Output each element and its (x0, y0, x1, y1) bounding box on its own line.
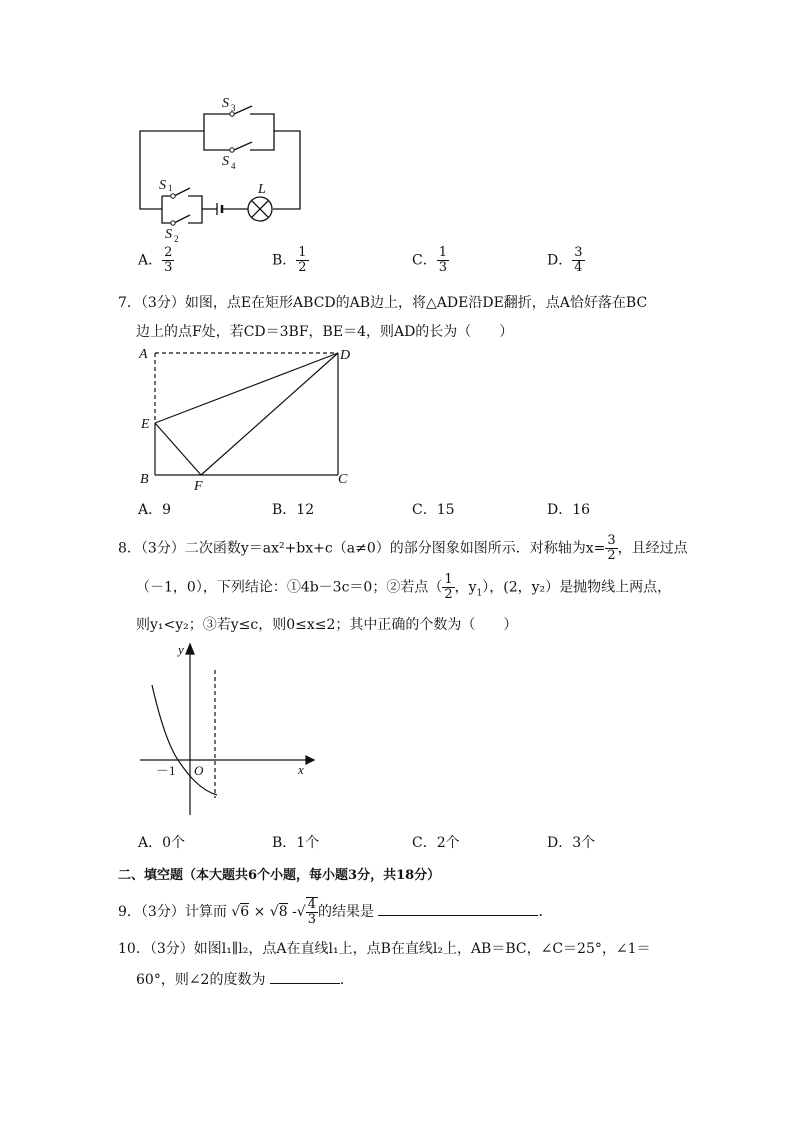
q6-option-d[interactable]: D． $\frac{3}{4}$ (547, 245, 583, 275)
q8-option-b[interactable]: B．1个 (272, 835, 320, 851)
q7-option-a[interactable]: A．9 (138, 502, 172, 518)
point-b: B (140, 472, 149, 487)
sqrt-8: √8 (269, 904, 288, 920)
q6-option-a[interactable]: A． $\frac{2}{3}$ (138, 245, 173, 275)
q8-option-a[interactable]: A．0个 (138, 835, 186, 851)
point-f: F (194, 479, 203, 492)
q7-option-d[interactable]: D．16 (547, 502, 591, 518)
label-s3: S (222, 96, 229, 111)
q8-stem-line1: 8．（3分）二次函数y＝ax²+bx+c（a≠0）的部分图象如图所示．对称轴为x= $\frac{3}{2}$ ，且经过点 (118, 533, 688, 563)
q9-answer-blank[interactable] (378, 901, 538, 916)
q7-option-b[interactable]: B．12 (272, 502, 315, 518)
q8-option-c[interactable]: C．2个 (412, 835, 460, 851)
q7-stem-line1: 7．（3分）如图，点E在矩形ABCD的AB边上，将△ADE沿DE翻折，点A恰好落在BC (118, 295, 648, 311)
label-s2: S (165, 227, 172, 242)
q6-option-c[interactable]: C． $\frac{1}{3}$ (412, 245, 447, 275)
q8-option-d[interactable]: D．3个 (547, 835, 596, 851)
q8-parabola-graph (130, 640, 320, 820)
neg-one-label: －1 (156, 763, 176, 778)
label-lamp: L (258, 182, 266, 197)
q8-stem-line2: （－1，0），下列结论：①4b－3c＝0；②若点（ $\frac{1}{2}$ ，$y_1$），(2，y₂）是抛物线上两点， (136, 572, 672, 602)
q9-stem: 9．（3分）计算而 √6 × √8 -√ $\frac{4}{3}$ 的结果是 ． (118, 897, 553, 927)
q7-stem-line2: 边上的点F处，若CD＝3BF，BE＝4，则AD的长为（ ） (136, 324, 514, 340)
q7-option-c[interactable]: C．15 (412, 502, 455, 518)
point-c: C (338, 472, 348, 487)
q6-option-b[interactable]: B． $\frac{1}{2}$ (272, 245, 307, 275)
svg-text:3: 3 (231, 103, 236, 113)
svg-text:2: 2 (174, 234, 179, 242)
sqrt-6: √6 (231, 904, 250, 920)
sqrt-frac: √ $\frac{4}{3}$ (296, 897, 316, 927)
q10-stem-line1: 10．（3分）如图l₁∥l₂，点A在直线l₁上，点B在直线l₂上，AB＝BC，∠C＝25°，∠1＝ (118, 941, 651, 957)
svg-text:4: 4 (231, 161, 236, 171)
point-a: A (139, 347, 148, 362)
label-s4: S (222, 154, 229, 169)
q10-stem-line2: 60°，则∠2的度数为 ． (136, 969, 354, 989)
section-heading: 二、填空题（本大题共6个小题，每小题3分，共18分） (118, 868, 441, 883)
y-axis-label: y (178, 642, 184, 657)
x-axis-label: x (298, 762, 304, 777)
origin-label: O (194, 763, 204, 778)
label-s1: S (159, 178, 166, 193)
q8-stem-line3: 则y₁<y₂；③若y≤c，则0≤x≤2；其中正确的个数为（ ） (136, 617, 518, 633)
point-d: D (340, 348, 351, 363)
q10-answer-blank[interactable] (270, 969, 340, 984)
circuit-diagram (130, 92, 310, 242)
q7-rectangle-figure (130, 342, 360, 492)
svg-text:1: 1 (168, 183, 173, 193)
point-e: E (141, 417, 150, 432)
